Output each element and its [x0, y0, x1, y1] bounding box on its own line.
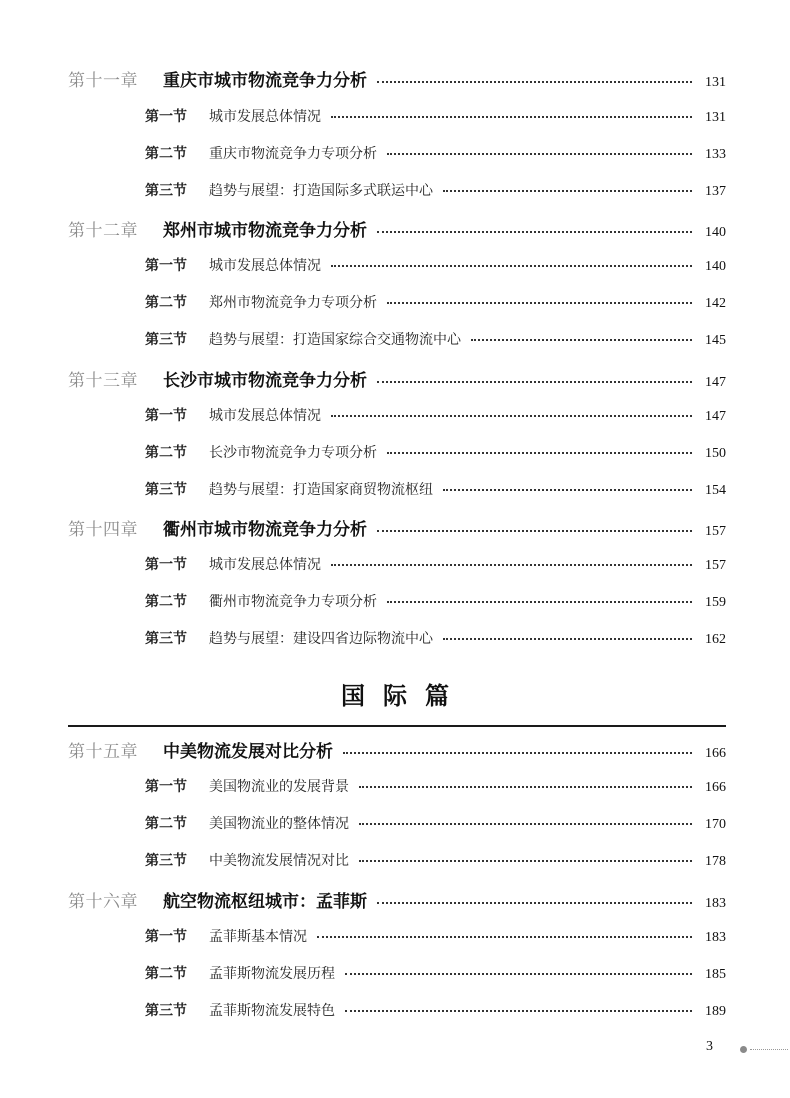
dot-leader [359, 785, 692, 788]
section-title: 趋势与展望：建设四省边际物流中心 [209, 631, 433, 647]
section-number: 第一节 [145, 258, 187, 274]
toc-chapter-16[interactable] [68, 887, 726, 912]
toc-section-11-2[interactable] [145, 143, 726, 163]
page-number: 162 [705, 632, 726, 647]
section-title: 重庆市物流竞争力专项分析 [209, 146, 377, 162]
section-number: 第一节 [145, 408, 187, 424]
section-title: 城市发展总体情况 [209, 258, 321, 274]
toc-chapter-15[interactable] [68, 737, 726, 762]
dot-leader [387, 152, 692, 155]
page-number: 157 [705, 558, 726, 573]
part-heading: 国际篇 [341, 681, 467, 710]
page-number: 183 [705, 896, 726, 911]
section-number: 第二节 [145, 146, 187, 162]
section-number: 第一节 [145, 109, 187, 125]
dot-leader [345, 972, 692, 975]
section-number: 第三节 [145, 631, 187, 647]
toc-section-15-2[interactable] [145, 813, 726, 833]
chapter-title: 长沙市城市物流竞争力分析 [163, 371, 367, 391]
section-title: 孟菲斯基本情况 [209, 929, 307, 945]
page-number: 131 [705, 110, 726, 125]
section-number: 第二节 [145, 966, 187, 982]
dot-leader [377, 380, 692, 383]
dot-leader [443, 488, 692, 491]
dot-leader [359, 822, 692, 825]
page-number: 189 [705, 1004, 726, 1019]
dot-leader [331, 115, 692, 118]
toc-section-13-1[interactable] [145, 405, 726, 425]
page-number: 133 [705, 147, 726, 162]
page-number: 140 [705, 259, 726, 274]
chapter-number: 第十二章 [68, 221, 138, 241]
toc-section-12-1[interactable] [145, 255, 726, 275]
section-number: 第三节 [145, 332, 187, 348]
chapter-number: 第十三章 [68, 371, 138, 391]
toc-section-11-3[interactable] [145, 180, 726, 200]
dot-leader [377, 80, 692, 83]
section-number: 第二节 [145, 295, 187, 311]
dot-leader [377, 529, 692, 532]
toc-section-15-1[interactable] [145, 776, 726, 796]
section-number: 第一节 [145, 779, 187, 795]
section-title: 趋势与展望：打造国际多式联运中心 [209, 183, 433, 199]
page-number: 166 [705, 746, 726, 761]
page-number: 157 [705, 524, 726, 539]
dot-leader [345, 1009, 692, 1012]
dot-leader [443, 189, 692, 192]
page-number: 147 [705, 409, 726, 424]
section-title: 城市发展总体情况 [209, 109, 321, 125]
toc-section-16-2[interactable] [145, 963, 726, 983]
section-title: 美国物流业的整体情况 [209, 816, 349, 832]
chapter-number: 第十一章 [68, 71, 138, 91]
section-title: 美国物流业的发展背景 [209, 779, 349, 795]
chapter-number: 第十五章 [68, 742, 138, 762]
toc-section-12-2[interactable] [145, 292, 726, 312]
folio-dot-icon [740, 1046, 747, 1053]
dot-leader [317, 935, 692, 938]
dot-leader [377, 230, 692, 233]
chapter-title: 中美物流发展对比分析 [163, 742, 333, 762]
toc-chapter-12[interactable] [68, 216, 726, 241]
dot-leader [331, 264, 692, 267]
section-number: 第三节 [145, 1003, 187, 1019]
toc-section-13-2[interactable] [145, 442, 726, 462]
dot-leader [343, 751, 692, 754]
section-number: 第三节 [145, 183, 187, 199]
section-title: 长沙市物流竞争力专项分析 [209, 445, 377, 461]
section-number: 第二节 [145, 816, 187, 832]
dot-leader [443, 637, 692, 640]
page-number: 154 [705, 483, 726, 498]
chapter-title: 衢州市城市物流竞争力分析 [163, 520, 367, 540]
section-title: 孟菲斯物流发展历程 [209, 966, 335, 982]
dot-leader [359, 859, 692, 862]
section-title: 中美物流发展情况对比 [209, 853, 349, 869]
toc-section-13-3[interactable] [145, 479, 726, 499]
page-number: 178 [705, 854, 726, 869]
page-number: 145 [705, 333, 726, 348]
section-title: 城市发展总体情况 [209, 557, 321, 573]
chapter-title: 郑州市城市物流竞争力分析 [163, 221, 367, 241]
dot-leader [387, 600, 692, 603]
toc-chapter-14[interactable] [68, 515, 726, 540]
page-number: 166 [705, 780, 726, 795]
dot-leader [387, 451, 692, 454]
toc-section-11-1[interactable] [145, 106, 726, 126]
chapter-title: 重庆市城市物流竞争力分析 [163, 71, 367, 91]
chapter-number: 第十六章 [68, 892, 138, 912]
toc-chapter-13[interactable] [68, 366, 726, 391]
section-title: 城市发展总体情况 [209, 408, 321, 424]
section-title: 郑州市物流竞争力专项分析 [209, 295, 377, 311]
toc-section-15-3[interactable] [145, 850, 726, 870]
folio-page-number: 3 [706, 1039, 713, 1054]
folio-leader [750, 1049, 788, 1050]
page-number: 170 [705, 817, 726, 832]
toc-chapter-11[interactable] [68, 66, 726, 91]
section-title: 趋势与展望：打造国家综合交通物流中心 [209, 332, 461, 348]
page-number: 150 [705, 446, 726, 461]
chapter-number: 第十四章 [68, 520, 138, 540]
section-number: 第三节 [145, 853, 187, 869]
section-number: 第二节 [145, 594, 187, 610]
page-number: 140 [705, 225, 726, 240]
heading-divider [68, 725, 726, 727]
toc-section-16-1[interactable] [145, 926, 726, 946]
toc-section-16-3[interactable] [145, 1000, 726, 1020]
page-number: 131 [705, 75, 726, 90]
page-number: 185 [705, 967, 726, 982]
toc-section-14-3[interactable] [145, 628, 726, 648]
dot-leader [471, 338, 692, 341]
chapter-title: 航空物流枢纽城市：孟菲斯 [163, 892, 367, 912]
dot-leader [387, 301, 692, 304]
section-title: 孟菲斯物流发展特色 [209, 1003, 335, 1019]
page-number: 137 [705, 184, 726, 199]
toc-section-14-1[interactable] [145, 554, 726, 574]
page-number: 159 [705, 595, 726, 610]
section-title: 衢州市物流竞争力专项分析 [209, 594, 377, 610]
section-number: 第三节 [145, 482, 187, 498]
page-number: 147 [705, 375, 726, 390]
section-title: 趋势与展望：打造国家商贸物流枢纽 [209, 482, 433, 498]
section-number: 第二节 [145, 445, 187, 461]
section-number: 第一节 [145, 557, 187, 573]
page-number: 142 [705, 296, 726, 311]
section-number: 第一节 [145, 929, 187, 945]
dot-leader [331, 414, 692, 417]
page-number: 183 [705, 930, 726, 945]
toc-section-14-2[interactable] [145, 591, 726, 611]
dot-leader [377, 901, 692, 904]
dot-leader [331, 563, 692, 566]
toc-section-12-3[interactable] [145, 329, 726, 349]
